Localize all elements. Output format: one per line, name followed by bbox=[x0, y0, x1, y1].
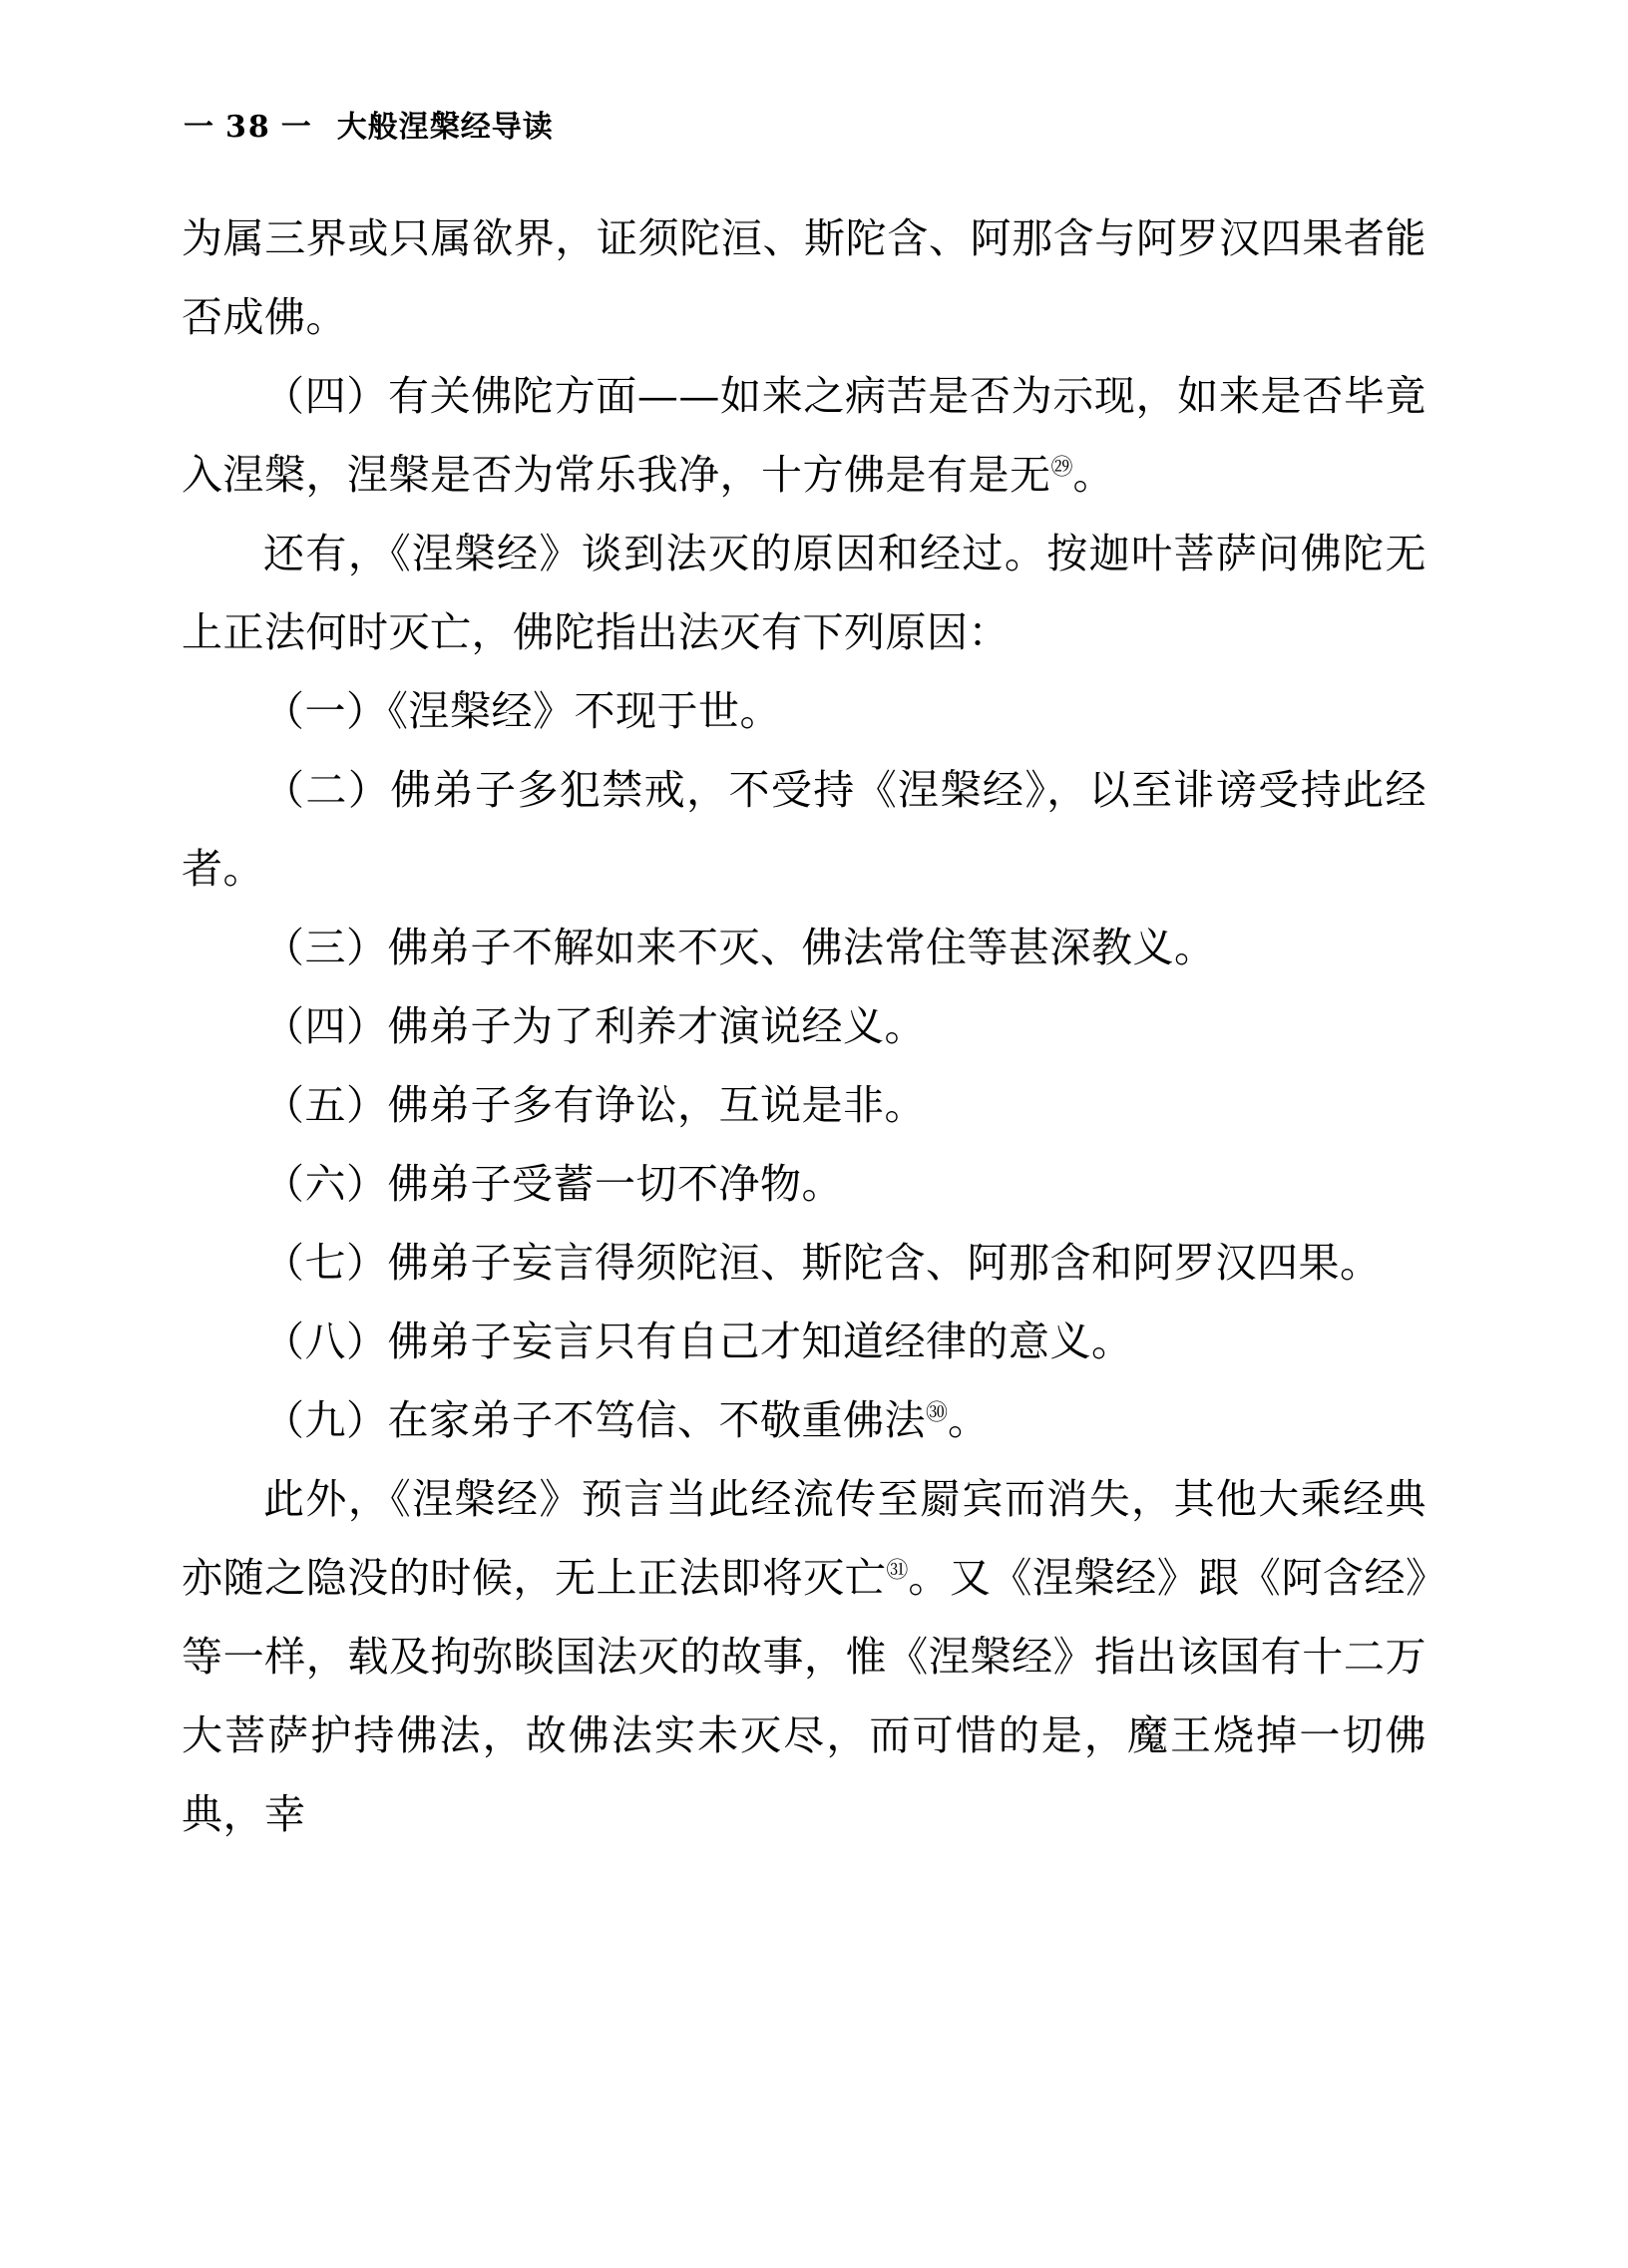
paragraph-text: 为属三界或只属欲界，证须陀洹、斯陀含、阿那含与阿罗汉四果者能否成佛。 bbox=[182, 214, 1426, 341]
paragraph-text: （二）佛弟子多犯禁戒，不受持《涅槃经》，以至诽谤受持此经者。 bbox=[182, 766, 1426, 893]
paragraph bbox=[182, 1303, 1426, 1381]
header-dash-right: 一 bbox=[280, 110, 313, 145]
paragraph-text: （四）佛弟子为了利养才演说经义。 bbox=[263, 1002, 926, 1050]
paragraph bbox=[182, 357, 1426, 515]
paragraph-text: （一）《涅槃经》不现于世。 bbox=[263, 687, 781, 735]
paragraph bbox=[182, 751, 1426, 909]
page-number: 38 bbox=[225, 110, 271, 145]
paragraph-text: （三）佛弟子不解如来不灭、佛法常住等甚深教义。 bbox=[263, 924, 1216, 971]
paragraph bbox=[182, 1224, 1426, 1303]
paragraph-tail: 。又《涅槃经》跟《阿含经》等一样，载及拘弥睒国法灭的故事，惟《涅槃经》指出该国有十二万大菩萨护持佛法，故佛法实未灭尽，而可惜的是，魔王烧掉一切佛典，幸 bbox=[182, 1554, 1426, 1838]
header-dash-left: 一 bbox=[184, 110, 215, 145]
paragraph-text: （六）佛弟子受蓄一切不净物。 bbox=[263, 1160, 843, 1208]
page-header bbox=[178, 108, 1454, 148]
paragraph-text: （九）在家弟子不笃信、不敬重佛法 bbox=[263, 1396, 926, 1444]
paragraph-text: （五）佛弟子多有诤讼，互说是非。 bbox=[263, 1081, 926, 1129]
paragraph bbox=[182, 1066, 1426, 1145]
paragraph-text: （八）佛弟子妄言只有自己才知道经律的意义。 bbox=[263, 1318, 1133, 1365]
paragraph-text: 此外，《涅槃经》预言当此经流传至罽宾而消失，其他大乘经典亦随之隐没的时候，无上正法即将灭亡 bbox=[182, 1475, 1426, 1602]
footnote-marker: ㉚ bbox=[926, 1400, 949, 1426]
paragraph bbox=[182, 1460, 1426, 1854]
paragraph bbox=[182, 909, 1426, 987]
paragraph bbox=[182, 1381, 1426, 1460]
paragraph-text: 还有，《涅槃经》谈到法灭的原因和经过。按迦叶菩萨问佛陀无上正法何时灭亡，佛陀指出法灭有下列原因： bbox=[182, 530, 1426, 656]
paragraph-tail: 。 bbox=[948, 1396, 990, 1444]
paragraph-text: （四）有关佛陀方面——如来之病苦是否为示现，如来是否毕竟入涅槃，涅槃是否为常乐我净，十方佛是有是无 bbox=[182, 372, 1426, 499]
page-body bbox=[182, 199, 1426, 1854]
footnote-marker: ㉛ bbox=[886, 1558, 909, 1584]
paragraph bbox=[182, 515, 1426, 672]
paragraph bbox=[182, 1145, 1426, 1224]
paragraph-tail: 。 bbox=[1072, 451, 1115, 499]
paragraph bbox=[182, 987, 1426, 1066]
book-title: 大般涅槃经导读 bbox=[336, 110, 554, 145]
footnote-marker: ㉙ bbox=[1050, 455, 1073, 481]
paragraph-text: （七）佛弟子妄言得须陀洹、斯陀含、阿那含和阿罗汉四果。 bbox=[263, 1239, 1382, 1287]
paragraph bbox=[182, 199, 1426, 357]
paragraph bbox=[182, 672, 1426, 751]
